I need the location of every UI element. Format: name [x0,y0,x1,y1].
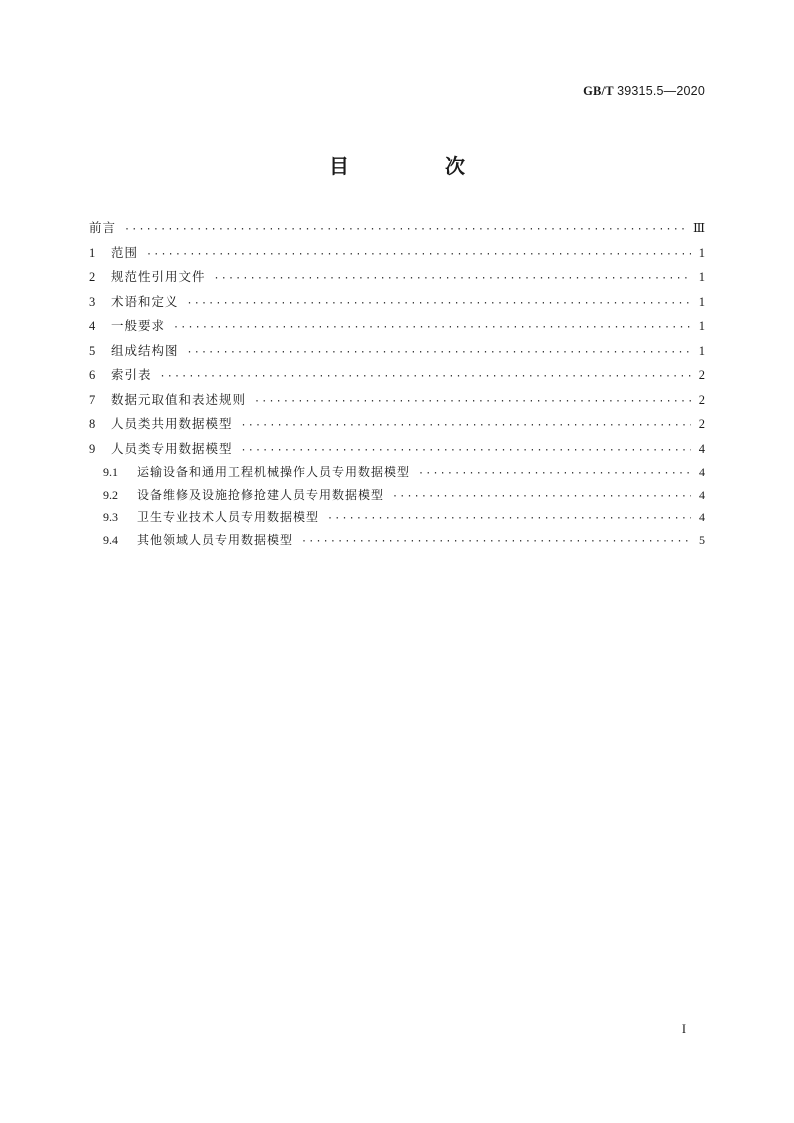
footer-page-number: I [681,1022,686,1036]
toc-entry[interactable] [89,437,705,462]
toc-dot-leader [241,414,691,439]
toc-entry-number: 3 [89,294,96,309]
toc-entry-number: 6 [89,368,96,382]
toc-entry[interactable] [89,290,705,315]
toc-entry-title: 范围 [111,244,139,260]
toc-dot-leader [187,341,691,366]
toc-entry-number: 7 [89,392,96,407]
toc-entry-title: 规范性引用文件 [111,269,206,284]
toc-entry[interactable] [89,241,705,266]
toc-entry-page: 1 [698,294,705,309]
toc-entry-page: 4 [699,487,705,502]
toc-entry[interactable] [89,216,705,241]
toc-entry[interactable] [89,484,705,507]
toc-entry-number: 9 [89,441,96,456]
toc-entry-number: 8 [89,417,96,431]
toc-dot-leader [160,365,691,390]
toc-entry-number: 9.2 [103,487,118,502]
toc-dot-leader [146,243,691,268]
toc-entry-number: 2 [89,270,96,284]
toc-entry-page: 2 [698,417,705,431]
standard-prefix: GB/T [583,84,614,98]
toc-entry[interactable] [89,363,705,388]
toc-dot-leader [392,486,691,509]
toc-entry[interactable] [89,314,705,339]
toc-entry-page: 1 [698,245,705,260]
toc-entry[interactable] [89,265,705,290]
toc-entry-title: 卫生专业技术人员专用数据模型 [137,510,320,524]
page-title: 目 次 [329,154,503,178]
toc-entry-page: 2 [698,368,705,382]
standard-code [583,84,705,99]
toc-entry-title: 前言 [89,220,117,235]
toc-entry[interactable] [89,412,705,437]
toc-dot-leader [187,292,691,317]
toc-entry-title: 人员类共用数据模型 [111,416,233,431]
toc-entry-title: 组成结构图 [111,342,179,358]
toc-entry-page: 4 [698,441,705,456]
toc-entry-page: 4 [699,510,705,524]
toc-entry-number: 4 [89,319,96,333]
toc-entry-page: 1 [698,270,705,284]
toc-entry-title: 运输设备和通用工程机械操作人员专用数据模型 [137,465,411,479]
table-of-contents [89,216,705,551]
toc-entry-title: 设备维修及设施抢修抢建人员专用数据模型 [137,487,385,502]
toc-dot-leader [214,267,691,292]
toc-entry[interactable] [89,529,705,552]
toc-entry-title: 术语和定义 [111,293,179,309]
toc-entry-title: 索引表 [111,367,152,382]
toc-entry[interactable] [89,388,705,413]
toc-entry-page: 1 [698,343,705,358]
toc-entry-page: 5 [699,532,705,547]
toc-entry[interactable] [89,339,705,364]
toc-dot-leader [124,218,687,243]
toc-dot-leader [327,508,691,531]
standard-number: 39315.5—2020 [617,84,705,98]
toc-entry-page: 2 [698,392,705,407]
toc-entry-number: 5 [89,343,96,358]
toc-entry-number: 1 [89,245,96,260]
toc-entry-page: 4 [699,465,705,479]
toc-entry[interactable] [89,506,705,529]
toc-dot-leader [254,390,691,415]
toc-dot-leader [418,463,691,486]
toc-entry[interactable] [89,461,705,484]
toc-dot-leader [301,531,691,554]
toc-dot-leader [173,316,691,341]
toc-entry-title: 一般要求 [111,318,166,333]
toc-entry-page: Ⅲ [692,221,705,235]
toc-entry-number: 9.4 [103,532,118,547]
toc-entry-number: 9.3 [103,510,118,524]
toc-entry-title: 人员类专用数据模型 [111,440,233,456]
toc-entry-title: 其他领域人员专用数据模型 [137,532,294,547]
toc-entry-page: 1 [698,319,705,333]
toc-entry-title: 数据元取值和表述规则 [111,391,247,407]
toc-dot-leader [241,439,691,464]
toc-entry-number: 9.1 [103,465,118,479]
